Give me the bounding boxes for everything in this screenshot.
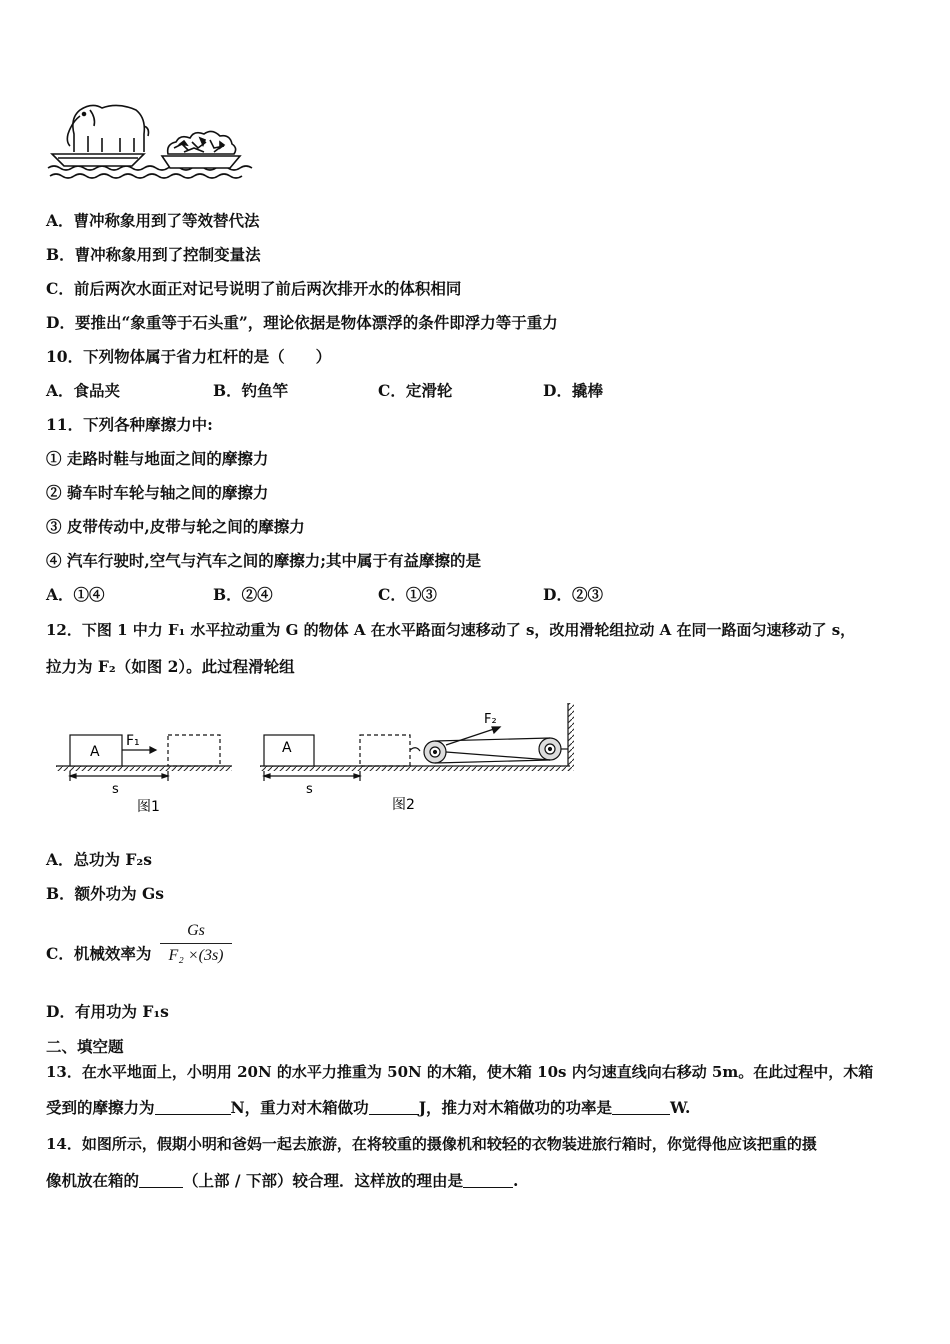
q9-option-a: A．曹冲称象用到了等效替代法 — [46, 211, 260, 230]
q11-item-2: ② 骑车时车轮与轴之间的摩擦力 — [46, 483, 269, 502]
q12-option-d: D．有用功为 F₁s — [46, 1002, 169, 1021]
fraction-numerator: Gs — [187, 922, 205, 939]
q13-line1: 13．在水平地面上，小明用 20N 的水平力推重为 50N 的木箱，使木箱 10s 内匀速直线向右移动 5m。在此过程中，木箱 — [46, 1063, 874, 1081]
q9-option-c: C．前后两次水面正对记号说明了前后两次排开水的体积相同 — [46, 279, 462, 298]
fig2-block-label: A — [282, 740, 292, 756]
q10-option-b: B．钓鱼竿 — [213, 381, 289, 400]
q12-option-b: B．额外功为 Gs — [46, 884, 164, 903]
fraction-denominator: F₂ ×(3s) — [168, 947, 224, 964]
fig2-f2-arrow — [446, 727, 500, 745]
q11-option-c: C．①③ — [378, 585, 437, 604]
q13-text-c: J，推力对木箱做功的功率是 — [418, 1098, 613, 1117]
fig2-caption: 图2 — [392, 797, 415, 813]
q9-option-d: D．要推出“象重等于石头重”，理论依据是物体漂浮的条件即浮力等于重力 — [46, 313, 558, 332]
gravity-work-answer-blank[interactable] — [369, 1098, 419, 1115]
q10-option-a: A．食品夹 — [46, 381, 121, 400]
q11-option-b: B．②④ — [213, 585, 273, 604]
fixed-pulley — [539, 738, 568, 760]
q14-text-b: （上部 / 下部）较合理．这样放的理由是 — [183, 1171, 463, 1190]
q13-text-d: W. — [670, 1098, 691, 1117]
q11-stem: 11．下列各种摩擦力中: — [46, 415, 213, 434]
fig2-s-label: s — [306, 782, 313, 797]
q13-text-b: N，重力对木箱做功 — [230, 1098, 369, 1117]
q13-line2 — [46, 1098, 690, 1118]
q14-text-c: . — [512, 1171, 519, 1190]
elephant-boat-illustration — [44, 96, 259, 186]
fig2-f2-label: F₂ — [484, 712, 497, 727]
movable-pulley — [424, 741, 446, 763]
q11-item-4: ④ 汽车行驶时,空气与汽车之间的摩擦力;其中属于有益摩擦的是 — [46, 551, 482, 570]
friction-answer-blank[interactable] — [155, 1098, 231, 1115]
q11-item-3: ③ 皮带传动中,皮带与轮之间的摩擦力 — [46, 517, 305, 536]
fig1-s-label: s — [112, 782, 119, 797]
pulley-figures — [50, 695, 590, 820]
fig1-f1-label: F₁ — [126, 733, 140, 749]
efficiency-fraction — [160, 920, 232, 967]
q11-option-a: A．①④ — [46, 585, 105, 604]
power-answer-blank[interactable] — [612, 1098, 670, 1115]
q12-stem-line1: 12．下图 1 中力 F₁ 水平拉动重为 G 的物体 A 在水平路面匀速移动了 s，改用滑轮组拉动 A 在同一路面匀速移动了 s， — [46, 621, 856, 639]
fig2-dashed-block — [360, 735, 410, 766]
q10-stem: 10．下列物体属于省力杠杆的是（ ） — [46, 347, 332, 366]
section-title: 二、填空题 — [46, 1037, 124, 1056]
q12-stem-line2: 拉力为 F₂（如图 2）。此过程滑轮组 — [46, 657, 295, 676]
q12-option-c: C．机械效率为 — [46, 944, 152, 963]
q13-text-a: 受到的摩擦力为 — [46, 1098, 155, 1117]
position-answer-blank[interactable] — [139, 1171, 183, 1188]
q14-line2 — [46, 1171, 518, 1191]
q10-option-c: C．定滑轮 — [378, 381, 453, 400]
q11-option-d: D．②③ — [543, 585, 603, 604]
q9-option-b: B．曹冲称象用到了控制变量法 — [46, 245, 261, 264]
fig1-block-label: A — [90, 744, 100, 760]
q11-item-1: ① 走路时鞋与地面之间的摩擦力 — [46, 449, 269, 468]
q10-option-d: D．撬棒 — [543, 381, 603, 400]
fig1-caption: 图1 — [137, 799, 160, 815]
q12-option-a: A．总功为 F₂s — [46, 850, 152, 869]
q14-line1: 14．如图所示，假期小明和爸妈一起去旅游，在将较重的摄像机和较轻的衣物装进旅行箱时，你觉得他应该把重的摄 — [46, 1135, 817, 1153]
reason-answer-blank[interactable] — [463, 1171, 513, 1188]
q14-text-a: 像机放在箱的 — [46, 1171, 140, 1190]
fig1-dashed-block — [168, 735, 220, 766]
